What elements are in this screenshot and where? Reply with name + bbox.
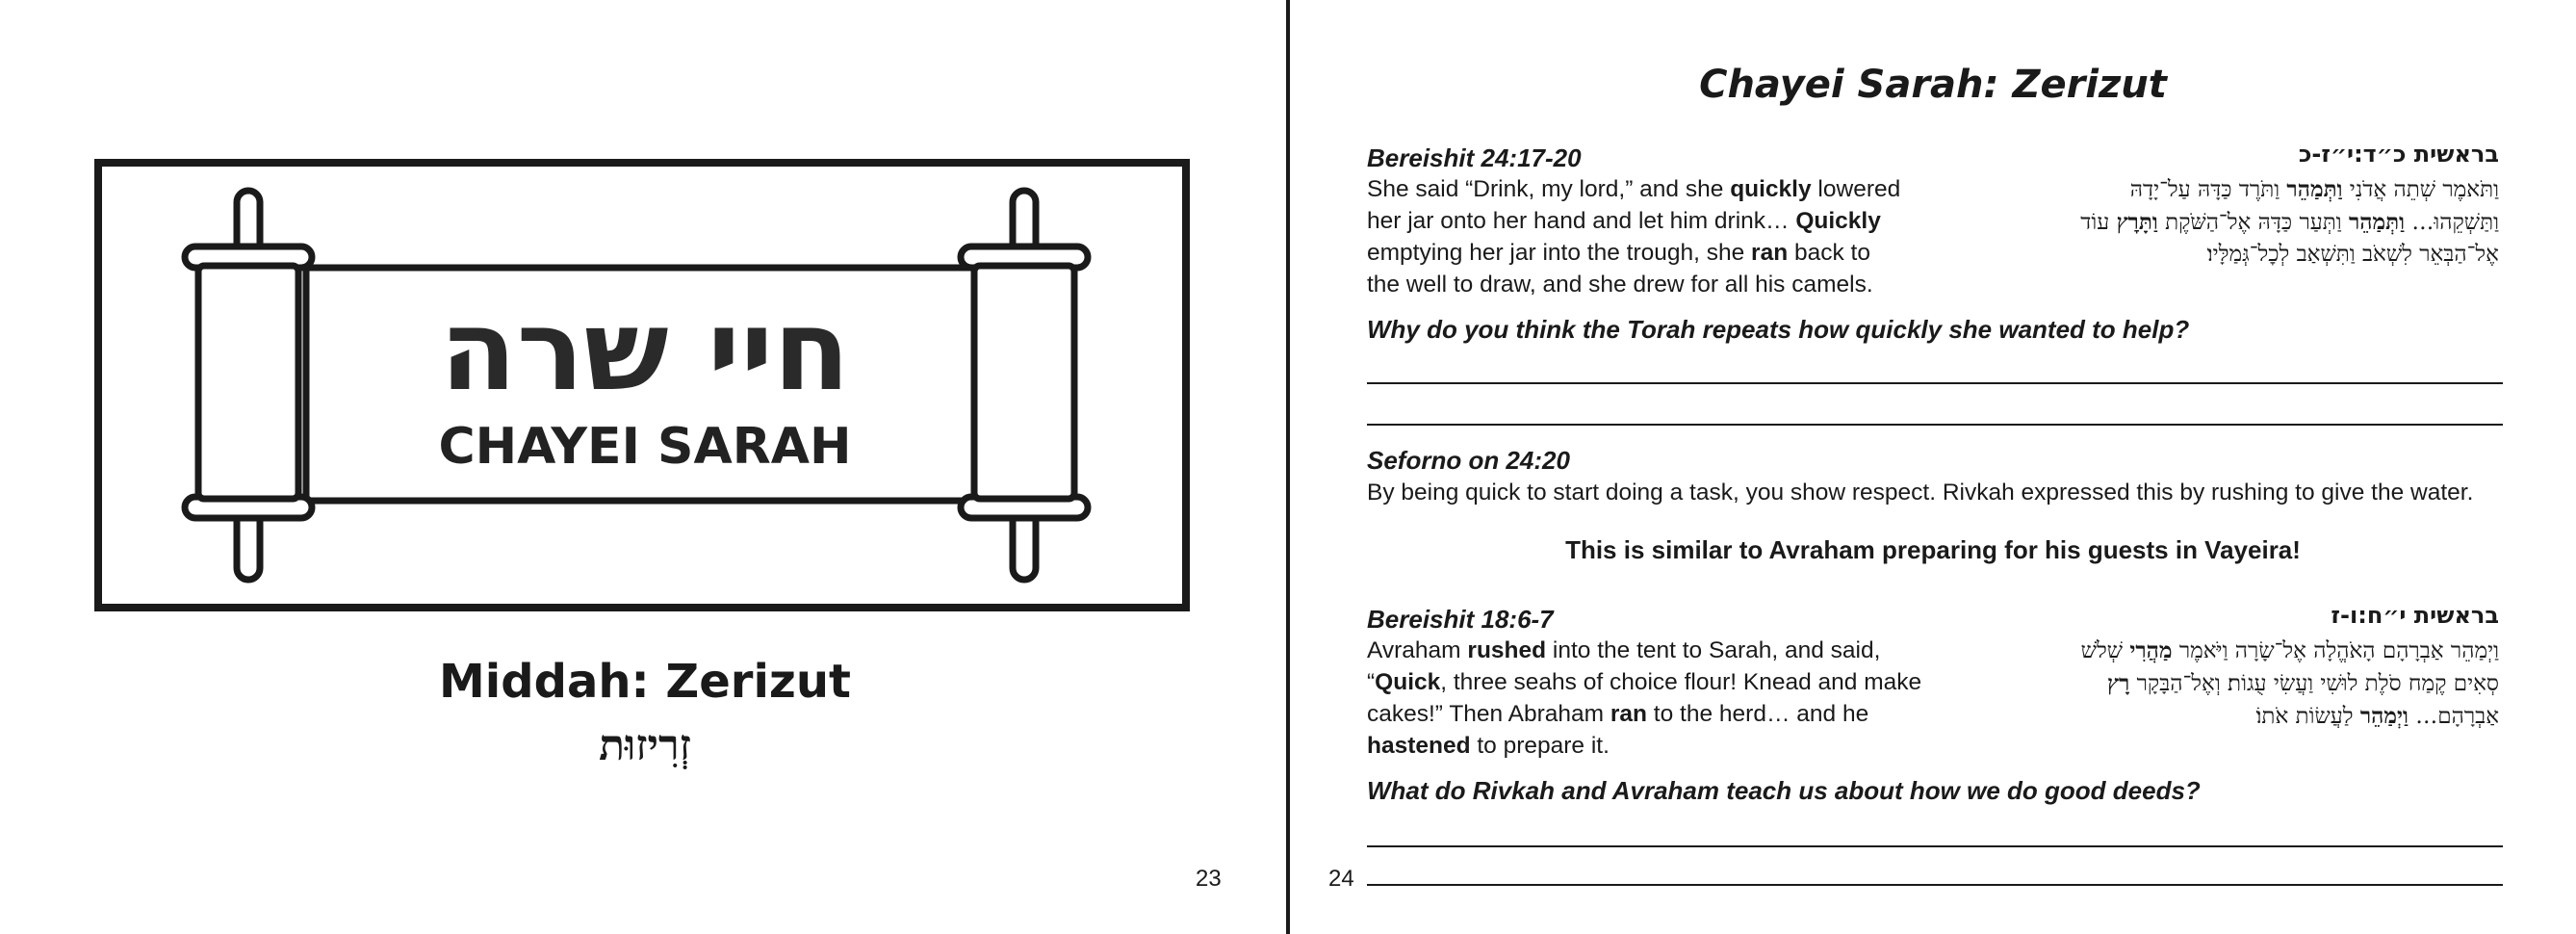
page-title: Chayei Sarah: Zerizut xyxy=(1699,63,2167,107)
text-run: אֶל־הַבְּאֵר לִשְׁאֹב וַתִּשְׁאַב לְכׇל־גְּמַלָּיו׃ xyxy=(2206,242,2499,267)
middah-hebrew: זְרִיזוּת xyxy=(599,721,691,770)
text-line xyxy=(1367,237,1945,269)
text-line xyxy=(1945,667,2499,700)
text-run: שְׁלֹשׁ xyxy=(2080,638,2130,663)
scroll-english-title: CHAYEI SARAH xyxy=(438,418,852,476)
text-run: וַתֹּאמֶר שְׁתֵה אֲדֹנִי xyxy=(2342,177,2499,202)
text-line xyxy=(1367,269,1945,300)
bold-word: וַיְמַהֵר xyxy=(2359,703,2409,729)
text-run: וַיְמַהֵר אַבְרָהָם הָאֹהֱלָה אֶל־שָׂרָה וַיֹּאמֶר xyxy=(2172,638,2499,663)
text-line xyxy=(1367,205,1945,237)
bold-word: ran xyxy=(1610,701,1647,727)
left-page xyxy=(0,0,1286,934)
text-run: to prepare it. xyxy=(1470,733,1610,759)
hebrew-text-18 xyxy=(1945,635,2499,733)
middah-title: Middah: Zerizut xyxy=(439,655,851,709)
text-line xyxy=(1367,635,1945,666)
hebrew-ref-24: בראשית כ״ד:י״ז-כ xyxy=(2298,141,2499,168)
right-roller-body xyxy=(974,266,1074,499)
text-run: סְאִים קֶמַח סֹלֶת לוּשִׁי וַעֲשִׂי עֻגוֹת׃ וְאֶל־הַבָּקָר xyxy=(2129,671,2499,696)
bold-word: וַתְּמַהֵר xyxy=(2348,209,2406,235)
english-text-24 xyxy=(1367,173,1945,300)
hebrew-text-24 xyxy=(1945,173,2499,271)
text-line xyxy=(1945,173,2499,206)
hebrew-ref-18: בראשית י״ח:ו-ז xyxy=(2331,602,2499,629)
text-run: לַעֲשׂוֹת אֹתוֹ׃ xyxy=(2255,704,2360,729)
text-run: “ xyxy=(1367,669,1376,695)
text-line xyxy=(1367,173,1945,205)
text-run: the well to draw, and she drew for all his camels. xyxy=(1367,272,1873,298)
text-line xyxy=(1945,239,2499,271)
text-run: her jar onto her hand and let him drink… xyxy=(1367,208,1796,234)
text-run: She said “Drink, my lord,” and she xyxy=(1367,176,1731,202)
source-label-seforno: Seforno on 24:20 xyxy=(1367,446,1570,475)
answer-line-4[interactable] xyxy=(1367,884,2503,886)
text-run: emptying her jar into the trough, she xyxy=(1367,240,1752,266)
bold-word: מַהֲרִי xyxy=(2129,637,2173,663)
answer-line-1[interactable] xyxy=(1367,382,2503,384)
answer-line-3[interactable] xyxy=(1367,845,2503,847)
right-page xyxy=(1290,0,2576,934)
text-line xyxy=(1367,730,1945,762)
text-run: to the herd… and he xyxy=(1647,701,1869,727)
text-run: וַתֹּרֶד כַּדָּהּ עַל־יָדָהּ xyxy=(2129,177,2287,202)
text-run: אַבְרָהָם… xyxy=(2408,704,2499,729)
bold-word: rushed xyxy=(1467,637,1547,663)
bold-word: וַתְּמַהֵר xyxy=(2286,176,2343,202)
text-run: עוֹד xyxy=(2080,210,2117,235)
bold-word: ran xyxy=(1751,240,1789,266)
text-run: back to xyxy=(1788,240,1870,266)
text-line xyxy=(1945,206,2499,239)
source-label-bereishit-24: Bereishit 24:17-20 xyxy=(1367,143,1582,172)
bold-word: Quickly xyxy=(1795,208,1881,234)
text-run: cakes!” Then Abraham xyxy=(1367,701,1610,727)
source-label-bereishit-18: Bereishit 18:6-7 xyxy=(1367,605,1554,634)
page-number-left: 23 xyxy=(1196,866,1222,892)
question-1: Why do you think the Torah repeats how quickly she wanted to help? xyxy=(1367,315,2190,344)
text-line xyxy=(1945,700,2499,733)
text-run: into the tent to Sarah, and said, xyxy=(1546,637,1881,663)
bold-word: רָץ xyxy=(2106,670,2130,696)
bold-word: hastened xyxy=(1367,733,1471,759)
english-text-18 xyxy=(1367,635,1945,762)
question-2: What do Rivkah and Avraham teach us about how we do good deeds? xyxy=(1367,776,2201,805)
answer-line-2[interactable] xyxy=(1367,424,2503,426)
text-run: lowered xyxy=(1811,176,1901,202)
bold-word: quickly xyxy=(1730,176,1812,202)
left-roller-body xyxy=(198,266,298,499)
text-run: Avraham xyxy=(1367,637,1468,663)
page-number-right: 24 xyxy=(1328,866,1354,892)
bold-word: Quick xyxy=(1375,669,1441,695)
seforno-text: By being quick to start doing a task, you show respect. Rivkah expressed this by rushing to give the water. xyxy=(1367,480,2474,506)
text-run: וַתְּעַר כַּדָּהּ אֶל־הַשֹּׁקֶת xyxy=(2157,210,2349,235)
text-line xyxy=(1367,666,1945,698)
callout-vayeira: This is similar to Avraham preparing for his guests in Vayeira! xyxy=(1565,535,2301,564)
text-run: וַתַּשְׁקֵהוּ… xyxy=(2405,210,2499,235)
text-line xyxy=(1367,698,1945,730)
bold-word: וַתָּרׇץ xyxy=(2116,209,2158,235)
scroll-hebrew-title: חיי שרה xyxy=(440,286,850,416)
text-line xyxy=(1945,635,2499,667)
text-run: , three seahs of choice flour! Knead and make xyxy=(1440,669,1922,695)
